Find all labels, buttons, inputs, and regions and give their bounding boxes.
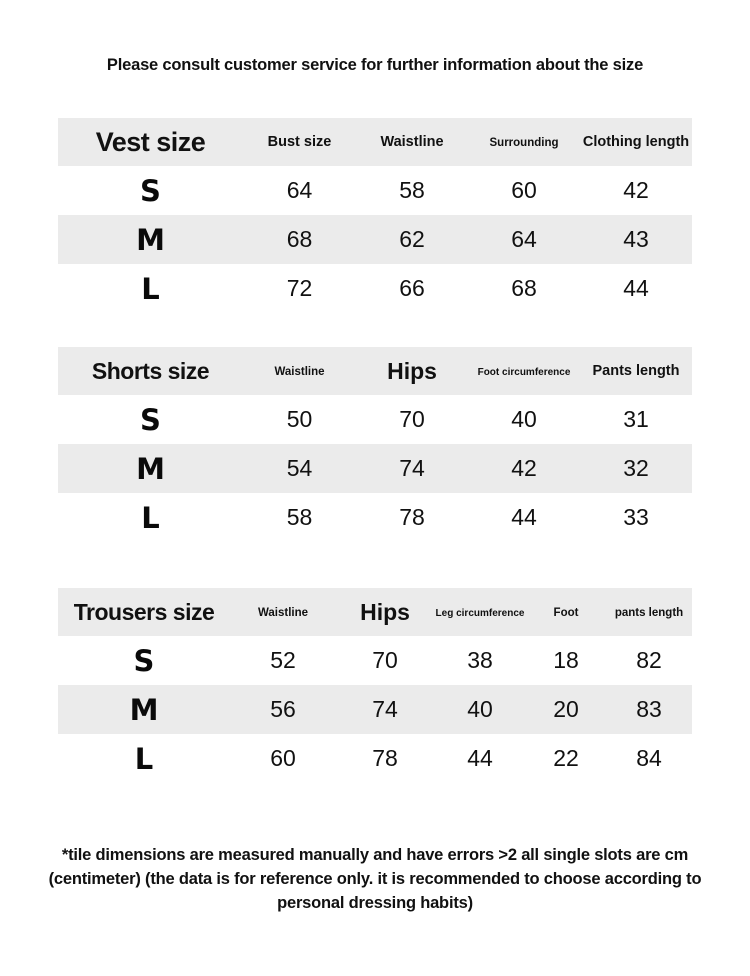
size-label: L [141, 271, 160, 306]
trousers-size-table [58, 588, 692, 783]
cell-value: 54 [286, 455, 313, 482]
cell-value: 40 [511, 406, 537, 433]
cell-value: 43 [623, 226, 649, 253]
cell-value: 60 [511, 177, 537, 204]
cell-value: 50 [286, 406, 313, 433]
column-header: Leg circumference [435, 608, 525, 620]
cell-value: 70 [399, 406, 425, 433]
cell-value: 78 [399, 504, 425, 531]
cell-value: 58 [399, 177, 425, 204]
cell-value: 32 [623, 455, 649, 482]
column-header: Waistline [274, 366, 325, 379]
size-label: M [129, 692, 159, 727]
column-header: Waistline [257, 607, 309, 620]
table-row [58, 215, 692, 264]
cell-value: 83 [636, 696, 662, 723]
size-label: S [133, 643, 155, 678]
cell-value: 78 [372, 745, 398, 772]
table-row [58, 636, 692, 685]
cell-value: 56 [270, 696, 296, 723]
column-header: pants length [614, 607, 684, 620]
cell-value: 44 [511, 504, 537, 531]
table-row [58, 166, 692, 215]
cell-value: 68 [511, 275, 537, 302]
size-label: M [136, 451, 165, 486]
cell-value: 74 [399, 455, 425, 482]
table-row [58, 493, 692, 542]
table-title: Vest size [95, 126, 206, 157]
column-header: Bust size [267, 134, 332, 151]
cell-value: 64 [286, 177, 313, 204]
table-header-row [58, 118, 692, 166]
size-label: L [134, 741, 154, 776]
cell-value: 84 [636, 745, 662, 772]
cell-value: 64 [511, 226, 537, 253]
cell-value: 22 [553, 745, 579, 772]
cell-value: 42 [623, 177, 649, 204]
table-row [58, 444, 692, 493]
column-header: Clothing length [582, 134, 690, 151]
cell-value: 60 [270, 745, 296, 772]
cell-value: 52 [270, 647, 296, 674]
cell-value: 18 [553, 647, 579, 674]
cell-value: 70 [372, 647, 398, 674]
table-row [58, 734, 692, 783]
cell-value: 72 [286, 275, 313, 302]
table-row [58, 264, 692, 313]
size-label: L [141, 500, 160, 535]
column-header: Foot circumference [477, 367, 571, 379]
cell-value: 33 [623, 504, 649, 531]
vest-size-table [58, 118, 692, 313]
size-label: S [140, 402, 161, 437]
cell-value: 38 [467, 647, 493, 674]
cell-value: 68 [286, 226, 313, 253]
cell-value: 74 [372, 696, 398, 723]
size-label: S [140, 173, 161, 208]
cell-value: 62 [399, 226, 425, 253]
cell-value: 66 [399, 275, 425, 302]
table-row [58, 685, 692, 734]
column-header: Waistline [380, 134, 444, 151]
table-header-row [58, 588, 692, 636]
column-header: Hips [387, 358, 437, 385]
column-header: Surrounding [489, 137, 559, 150]
size-tables-container [0, 118, 750, 783]
cell-value: 58 [286, 504, 313, 531]
cell-value: 42 [511, 455, 537, 482]
column-header: Pants length [592, 363, 680, 380]
section-spacer [58, 576, 692, 588]
cell-value: 44 [623, 275, 649, 302]
cell-value: 40 [467, 696, 493, 723]
table-title: Shorts size [91, 357, 210, 384]
size-label: M [136, 222, 165, 257]
table-title: Trousers size [73, 598, 215, 625]
table-row [58, 395, 692, 444]
cell-value: 82 [636, 647, 662, 674]
table-header-row [58, 347, 692, 395]
column-header: Foot [553, 607, 579, 620]
measurement-disclaimer: *tile dimensions are measured manually and have errors >2 all single slots are cm (centimeter) (the data is for reference only. it is recommended to choose according to personal dressing habits) [48, 846, 702, 913]
shorts-size-table [58, 347, 692, 542]
cell-value: 44 [467, 745, 493, 772]
column-header: Hips [360, 599, 410, 626]
page-title: Please consult customer service for further information about the size [106, 56, 644, 74]
cell-value: 31 [623, 406, 649, 433]
cell-value: 20 [553, 696, 579, 723]
